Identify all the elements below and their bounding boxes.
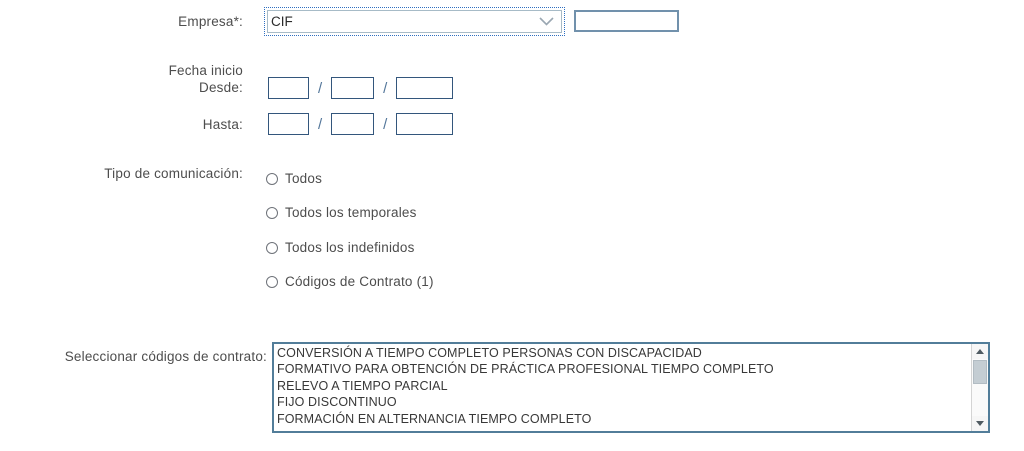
tipo-comunicacion-label: Tipo de comunicación: [104,166,243,181]
radio-todos-los-indefinidos-label: Todos los indefinidos [285,240,415,255]
desde-day-input[interactable] [268,77,309,99]
fecha-inicio-label-line1: Fecha inicio [168,63,243,78]
listbox-option[interactable]: FIJO DISCONTINUO [277,395,397,410]
hasta-day-input[interactable] [268,113,309,135]
fecha-inicio-desde-label [169,62,243,96]
radio-button-icon [266,207,278,219]
scrollbar-thumb[interactable] [973,360,987,384]
radio-todos-label: Todos [285,171,323,186]
codigos-contrato-options [274,345,971,431]
fecha-hasta-row [268,113,453,135]
radio-button-icon [266,242,278,254]
scroll-down-arrow-icon [976,421,984,426]
scroll-up-arrow-icon [976,349,984,354]
radio-todos-los-temporales[interactable] [266,205,417,220]
listbox-option[interactable]: RELEVO A TIEMPO PARCIAL [277,378,448,393]
date-separator: / [318,79,323,97]
radio-codigos-de-contrato[interactable] [266,274,434,289]
radio-todos-los-indefinidos[interactable] [266,240,415,255]
date-separator: / [318,115,323,133]
date-separator: / [383,115,388,133]
desde-year-input[interactable] [396,77,453,99]
radio-button-icon [266,173,278,185]
empresa-type-selected-value: CIF [271,14,293,29]
empresa-type-select[interactable] [267,10,562,33]
radio-todos-los-temporales-label: Todos los temporales [285,205,417,220]
listbox-option[interactable]: CONVERSIÓN A TIEMPO COMPLETO PERSONAS CON DISCAPACIDAD [277,346,702,360]
radio-codigos-de-contrato-label: Códigos de Contrato (1) [285,274,434,289]
scrollbar-down-button[interactable] [972,416,988,431]
seleccionar-codigos-label: Seleccionar códigos de contrato: [64,349,267,364]
fecha-desde-row [268,77,453,99]
date-separator: / [383,79,388,97]
empresa-label: Empresa*: [178,14,243,29]
hasta-year-input[interactable] [396,113,453,135]
listbox-option[interactable]: FORMATIVO PARA OBTENCIÓN DE PRÁCTICA PROFESIONAL TIEMPO COMPLETO [277,362,774,377]
hasta-label: Hasta: [202,117,243,132]
radio-todos[interactable] [266,171,322,186]
desde-label: Desde: [199,80,243,95]
desde-month-input[interactable] [331,77,374,99]
empresa-cif-input[interactable] [574,10,679,32]
chevron-down-icon [539,17,554,26]
listbox-scrollbar[interactable] [971,344,988,431]
listbox-option[interactable]: FORMACIÓN EN ALTERNANCIA TIEMPO COMPLETO [277,411,592,426]
scrollbar-up-button[interactable] [972,344,988,359]
radio-button-icon [266,276,278,288]
hasta-month-input[interactable] [331,113,374,135]
codigos-contrato-listbox [272,342,990,433]
